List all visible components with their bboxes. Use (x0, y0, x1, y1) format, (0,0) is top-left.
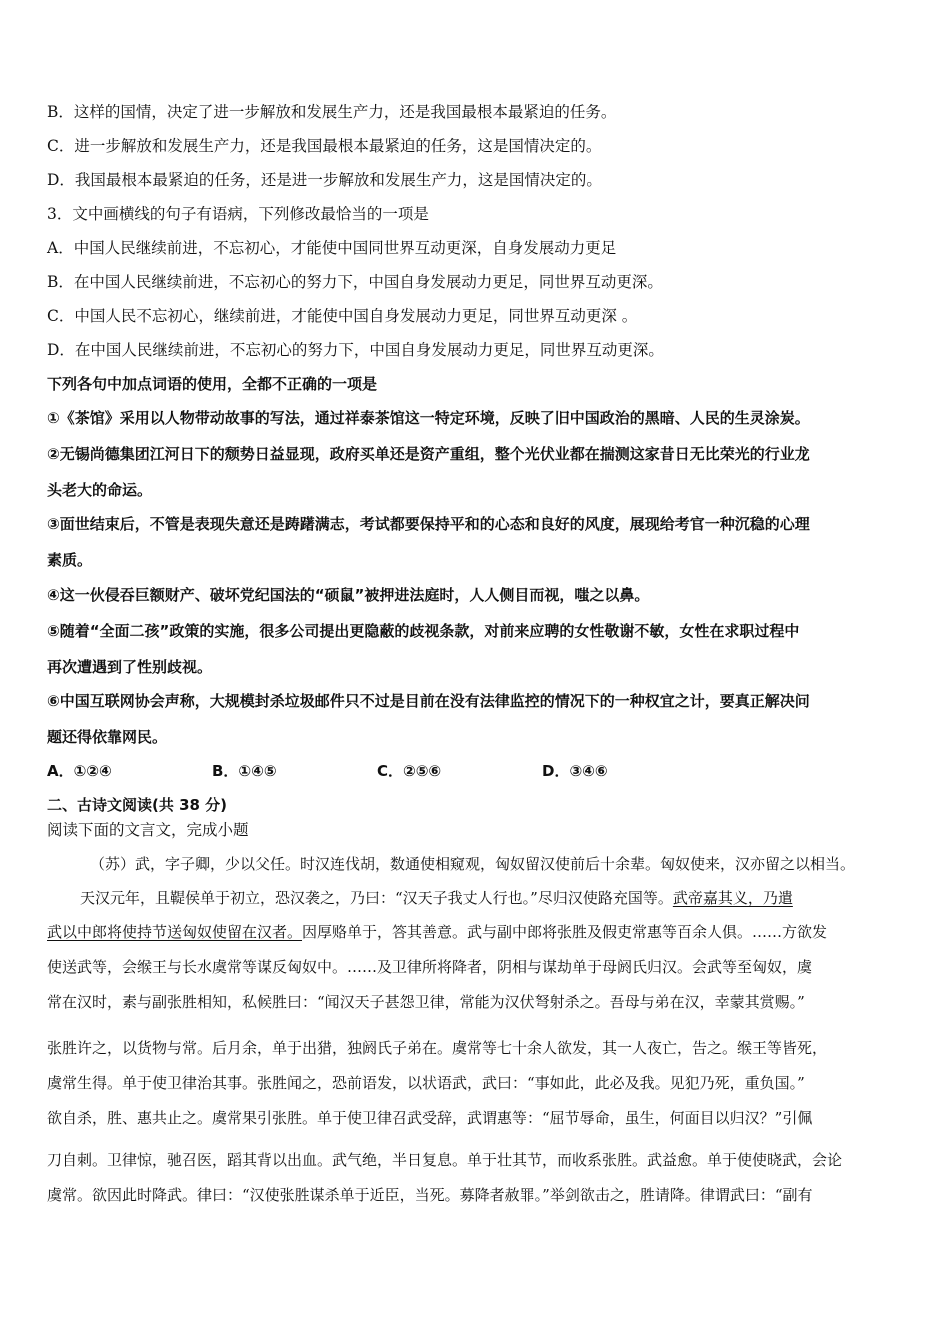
q4-option-b: B．①④⑤ (212, 762, 277, 780)
q3-option-d: D．在中国人民继续前进，不忘初心的努力下，中国自身发展动力更足，同世界互动更深。 (47, 341, 664, 359)
q4-options (47, 761, 608, 781)
passage-line-1: （苏）武，字子卿，少以父任。时汉连伐胡，数通使相窥观，匈奴留汉使前后十余辈。匈奴使来，汉亦留之以相当。 (90, 855, 856, 873)
q4-sentence-2-line2: 头老大的命运。 (47, 481, 153, 499)
underlined-sentence-part2: 武以中郎将使持节送匈奴使留在汉者。 (47, 923, 303, 941)
q4-sentence-2-line1: ②无锡尚德集团江河日下的颓势日益显现，政府买单还是资产重组，整个光伏业都在揣测这家昔日无比荣光的行业龙 (47, 445, 810, 463)
q2-option-b: B．这样的国情，决定了进一步解放和发展生产力，还是我国最根本最紧迫的任务。 (47, 103, 617, 121)
q3-option-b: B．在中国人民继续前进，不忘初心的努力下，中国自身发展动力更足，同世界互动更深。 (47, 273, 663, 291)
q4-option-a: A．①②④ (47, 762, 112, 780)
q2-option-c: C．进一步解放和发展生产力，还是我国最根本最紧迫的任务，这是国情决定的。 (47, 137, 602, 155)
passage-line-5: 常在汉时，素与副张胜相知，私候胜曰：“闻汉天子甚怨卫律，常能为汉伏弩射杀之。吾母与弟在汉，幸蒙其赏赐。” (47, 993, 805, 1011)
q4-stem: 下列各句中加点词语的使用，全都不正确的一项是 (47, 375, 378, 393)
passage-line-9: 刀自刺。卫律惊，驰召医，蹈其背以出血。武气绝，半日复息。单于壮其节，而收系张胜。武益愈。单于使使晓武，会论 (47, 1151, 843, 1169)
q4-option-d: D．③④⑥ (542, 762, 608, 780)
underlined-sentence-part1: 武帝嘉其义，乃遣 (672, 889, 793, 907)
passage-line-6: 张胜许之，以货物与常。后月余，单于出猎，独阏氏子弟在。虞常等七十余人欲发，其一人夜亡，告之。缑王等皆死， (47, 1039, 828, 1057)
q4-sentence-6-line1: ⑥中国互联网协会声称，大规模封杀垃圾邮件只不过是目前在没有法律监控的情况下的一种权宜之计，要真正解决问 (47, 692, 810, 710)
passage-line-4: 使送武等，会缑王与长水虞常等谋反匈奴中。……及卫律所将降者，阴相与谋劫单于母阏氏归汉。会武等至匈奴，虞 (47, 958, 813, 976)
q4-sentence-6-line2: 题还得依靠网民。 (47, 728, 168, 746)
q4-sentence-3-line2: 素质。 (47, 551, 93, 569)
passage-line-10: 虞常。欲因此时降武。律曰：“汉使张胜谋杀单于近臣，当死。募降者赦罪。”举剑欲击之，胜请降。律谓武曰：“副有 (47, 1186, 813, 1204)
q3-option-a: A．中国人民继续前进，不忘初心，才能使中国同世界互动更深，自身发展动力更足 (47, 239, 617, 257)
passage-line-8: 欲自杀，胜、惠共止之。虞常果引张胜。单于使卫律召武受辞，武谓惠等：“屈节辱命，虽生，何面目以归汉？”引佩 (47, 1109, 813, 1127)
passage-line-7: 虞常生得。单于使卫律治其事。张胜闻之，恐前语发，以状语武，武曰：“事如此，此必及我。见犯乃死，重负国。” (47, 1074, 805, 1092)
q4-sentence-3-line1: ③面世结束后，不管是表现失意还是踌躇满志，考试都要保持平和的心态和良好的风度，展现给考官一种沉稳的心理 (47, 515, 810, 533)
q2-option-d: D．我国最根本最紧迫的任务，还是进一步解放和发展生产力，这是国情决定的。 (47, 171, 602, 189)
section-2-heading: 二、古诗文阅读(共 38 分) (47, 796, 228, 814)
section-2-instruction: 阅读下面的文言文，完成小题 (47, 821, 249, 839)
q4-sentence-1: ①《茶馆》采用以人物带动故事的写法，通过祥泰茶馆这一特定环境，反映了旧中国政治的黑暗、人民的生灵涂炭。 (47, 409, 810, 427)
q3-stem: 3．文中画横线的句子有语病，下列修改最恰当的一项是 (47, 205, 429, 223)
q4-option-c: C．②⑤⑥ (377, 762, 442, 780)
q4-sentence-5-line1: ⑤随着“全面二孩”政策的实施，很多公司提出更隐蔽的歧视条款，对前来应聘的女性敬谢不敏，女性在求职过程中 (47, 622, 800, 640)
passage-line-3: 武以中郎将使持节送匈奴使留在汉者。因厚赂单于，答其善意。武与副中郎将张胜及假吏常惠等百余人俱。……方欲发 (47, 923, 828, 941)
q3-option-c: C．中国人民不忘初心，继续前进，才能使中国自身发展动力更足，同世界互动更深 。 (47, 307, 638, 325)
q4-sentence-5-line2: 再次遭遇到了性别歧视。 (47, 658, 213, 676)
passage-line-2: 天汉元年，且鞮侯单于初立，恐汉袭之，乃曰：“汉天子我丈人行也。”尽归汉使路充国等。武帝嘉其义，乃遣 (80, 889, 793, 907)
q4-sentence-4: ④这一伙侵吞巨额财产、破坏党纪国法的“硕鼠”被押进法庭时，人人侧目而视，嗤之以鼻。 (47, 586, 650, 604)
